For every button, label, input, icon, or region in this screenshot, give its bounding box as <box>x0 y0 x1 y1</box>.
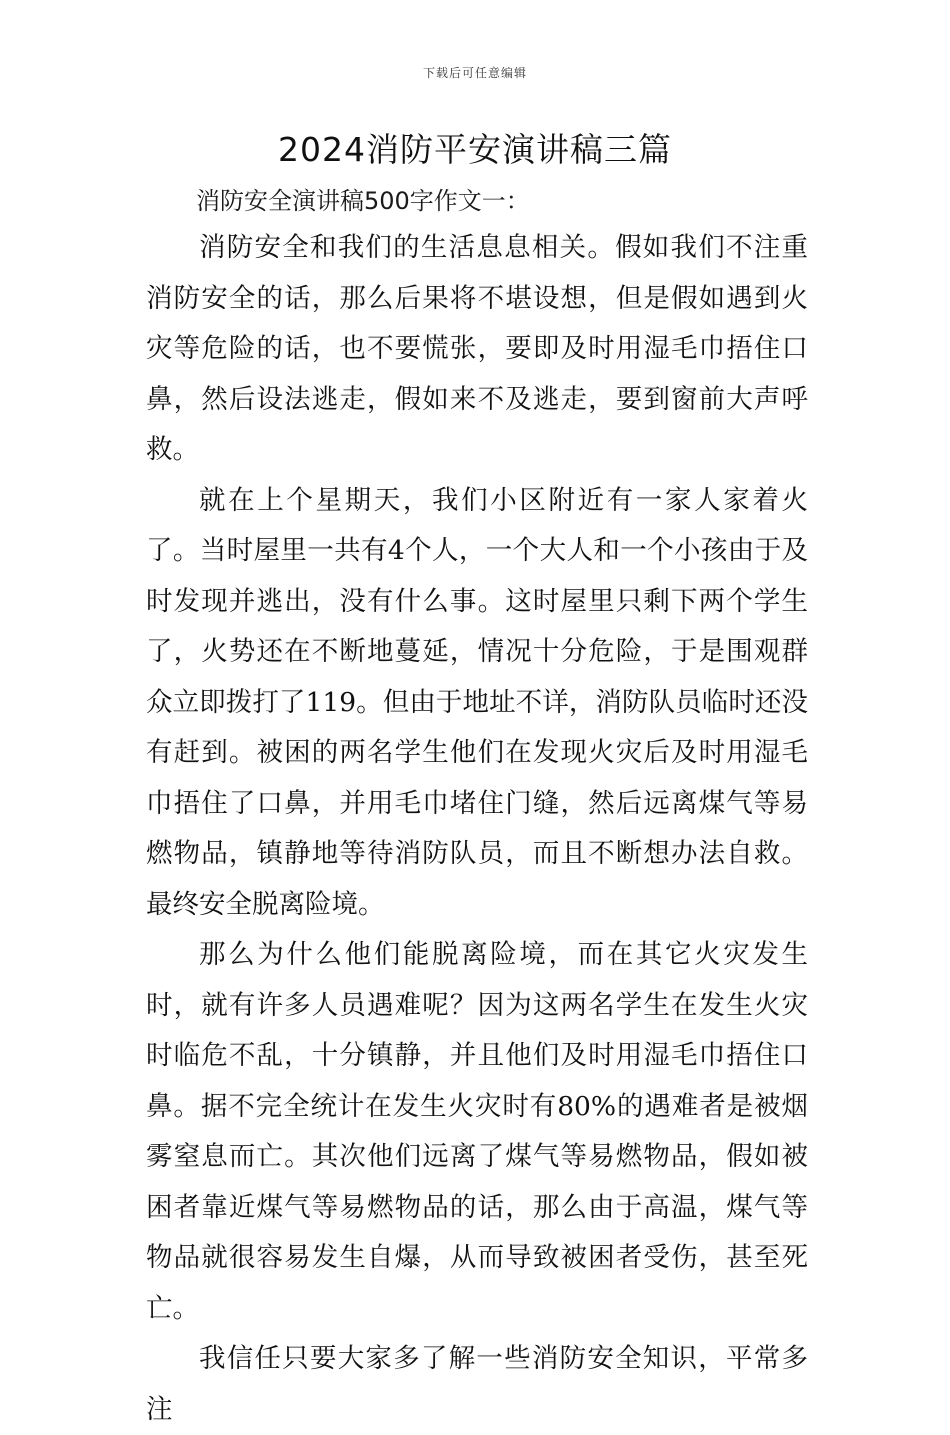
document-title: 2024消防平安演讲稿三篇 <box>278 130 672 169</box>
header-note: 下载后可任意编辑 <box>422 66 527 80</box>
section-subtitle: 消防安全演讲稿500字作文一： <box>196 187 530 215</box>
paragraph-3: 那么为什么他们能脱离险境，而在其它火灾发生时，就有许多人员遇难呢？因为这两名学生在发生火灾时临危不乱，十分镇静，并且他们及时用湿毛巾捂住口鼻。据不完全统计在发生火灾时有80%的遇难者是被烟雾窒息而亡。其次他们远离了煤气等易燃物品，假如被困者靠近煤气等易燃物品的话，那么由于高温，煤气等物品就很容易发生自爆，从而导致被困者受伤，甚至死亡。 <box>146 939 808 1324</box>
body-text <box>146 223 808 1435</box>
paragraph-4: 我信任只要大家多了解一些消防安全知识，平常多注 <box>146 1343 808 1425</box>
paragraph-2: 就在上个星期天，我们小区附近有一家人家着火了。当时屋里一共有4个人，一个大人和一个小孩由于及时发现并逃出，没有什么事。这时屋里只剩下两个学生了，火势还在不断地蔓延，情况十分危险，于是围观群众立即拨打了119。但由于地址不详，消防队员临时还没有赶到。被困的两名学生他们在发现火灾后及时用湿毛巾捂住了口鼻，并用毛巾堵住门缝，然后远离煤气等易燃物品，镇静地等待消防队员，而且不断想办法自救。最终安全脱离险境。 <box>146 484 808 920</box>
paragraph-1: 消防安全和我们的生活息息相关。假如我们不注重消防安全的话，那么后果将不堪设想，但是假如遇到火灾等危险的话，也不要慌张，要即及时用湿毛巾捂住口鼻，然后设法逃走，假如来不及逃走，要到窗前大声呼救。 <box>146 232 808 465</box>
